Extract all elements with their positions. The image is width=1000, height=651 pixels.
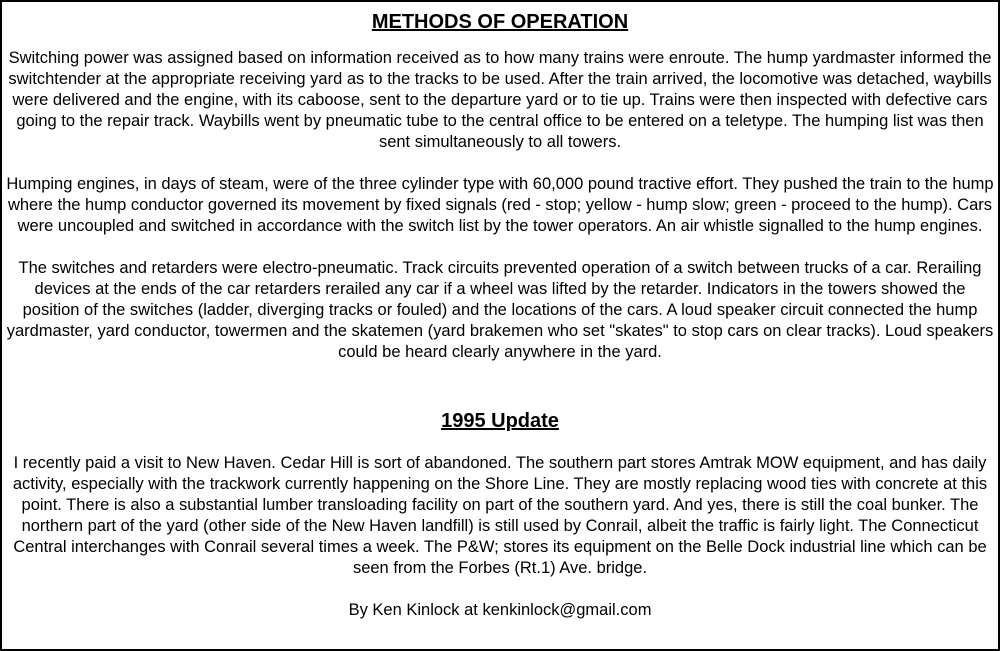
paragraph-gap [6,153,994,174]
section-gap [6,363,994,409]
byline: By Ken Kinlock at kenkinlock@gmail.com [348,601,652,619]
paragraph-1995-update: I recently paid a visit to New Haven. Cedar Hill is sort of abandoned. The southern part stores Amtrak MOW equipment, and has daily activity, especially with the trackwork currently happening on the Shore Line. They are mostly replacing wood ties with concrete at this point. There is also a substantial lumber transloading facility on part of the southern yard. And yes, there is still the coal bunker. The northern part of the yard (other side of the New Haven landfill) is still used by Conrail, albeit the traffic is fairly light. The Connecticut Central interchanges with Conrail several times a week. The P&W; stores its equipment on the Belle Dock industrial line which can be seen from the Forbes (Rt.1) Ave. bridge. [12,454,988,577]
section-title-1995-update: 1995 Update [441,410,559,432]
section-title-methods: METHODS OF OPERATION [371,11,629,33]
paragraph-switching-power: Switching power was assigned based on information received as to how many trains were enroute. The hump yardmaster informed the switchtender at the appropriate receiving yard as to the tracks to be used. After the train arrived, the locomotive was detached, waybills were delivered and the engine, with its caboose, sent to the departure yard or to tie up. Trains were then inspected with defective cars going to the repair track. Waybills went by pneumatic tube to the central office to be entered on a teletype. The humping list was then sent simultaneously to all towers. [8,49,992,151]
paragraph-gap [6,237,994,258]
paragraph-switches-retarders: The switches and retarders were electro-pneumatic. Track circuits prevented operation of a switch between trucks of a car. Rerailing devices at the ends of the car retarders rerailed any car if a wheel was lifted by the retarder. Indicators in the towers showed the position of the switches (ladder, diverging tracks or fouled) and the locations of the cars. A loud speaker circuit connected the hump yardmaster, yard conductor, towermen and the skatemen (yard brakemen who set "skates" to stop cars on clear tracks). Loud speakers could be heard clearly anywhere in the yard. [6,259,994,361]
paragraph-humping-engines: Humping engines, in days of steam, were of the three cylinder type with 60,000 pound tractive effort. They pushed the train to the hump where the hump conductor governed its movement by fixed signals (red - stop; yellow - hump slow; green - proceed to the hump). Cars were uncoupled and switched in accordance with the switch list by the tower operators. An air whistle signalled to the hump engines. [6,175,994,235]
